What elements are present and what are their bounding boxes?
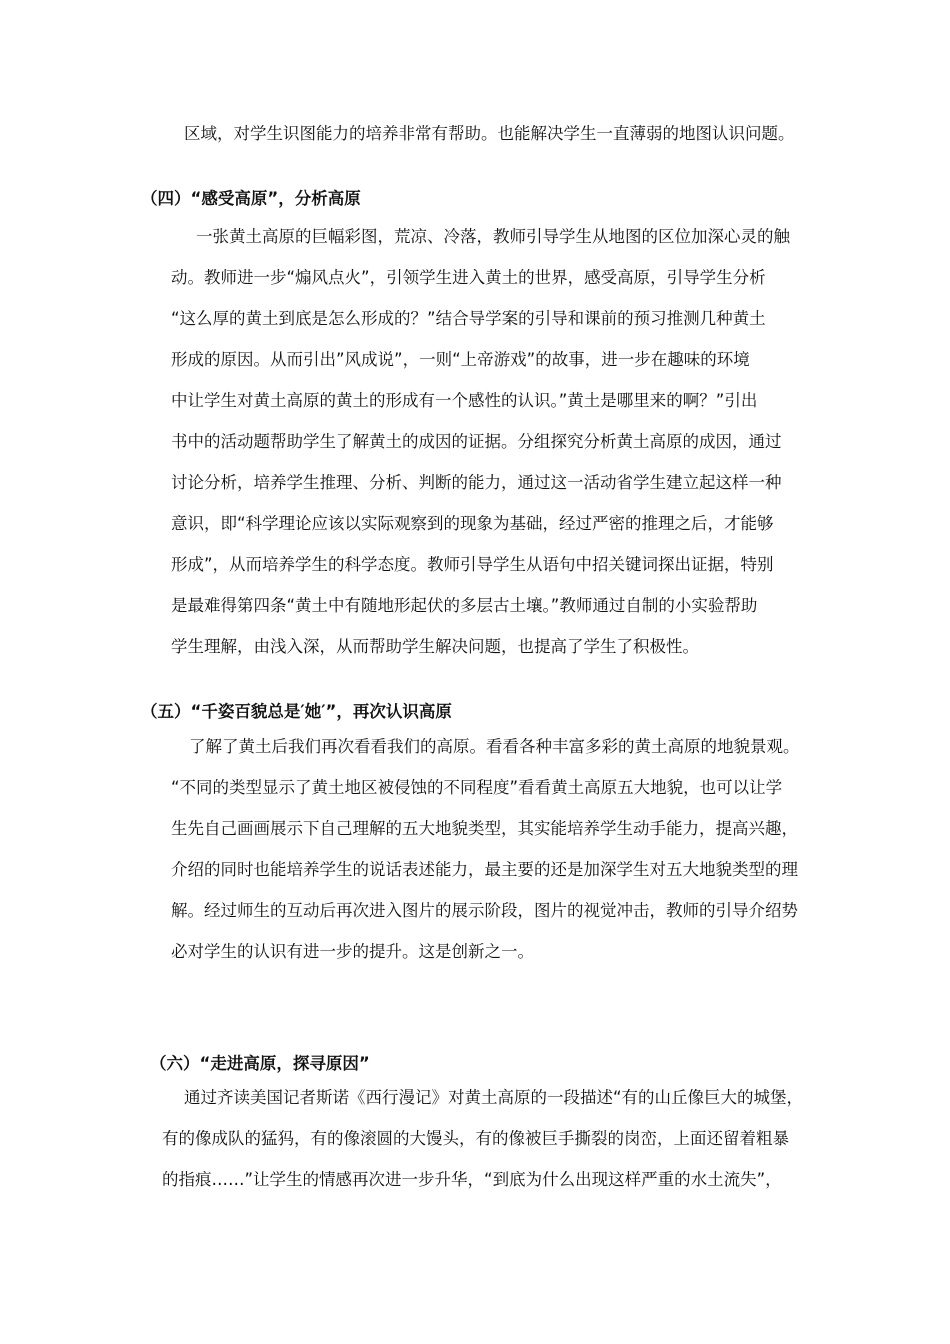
intro-line: 区域，对学生识图能力的培养非常有帮助。也能解决学生一直薄弱的地图认识问题。: [184, 124, 795, 143]
section-6-line: 通过齐读美国记者斯诺《西行漫记》对黄土高原的一段描述“有的山丘像巨大的城堡，: [184, 1088, 804, 1107]
section-5-line: 了解了黄土后我们再次看看我们的高原。看看各种丰富多彩的黄土高原的地貌景观。: [189, 737, 800, 756]
section-5-line: 介绍的同时也能培养学生的说话表述能力，最主要的还是加深学生对五大地貌类型的理: [171, 860, 798, 879]
section-4-line: “这么厚的黄土到底是怎么形成的？”结合导学案的引导和课前的预习推测几种黄土: [171, 309, 766, 328]
section-5-line: 解。经过师生的互动后再次进入图片的展示阶段，图片的视觉冲击，教师的引导介绍势: [171, 901, 798, 920]
section-4-line: 一张黄土高原的巨幅彩图，荒凉、冷落，教师引导学生从地图的区位加深心灵的触: [196, 227, 790, 246]
section-5-heading: （五）“千姿百貌总是′她′”，再次认识高原: [141, 702, 452, 721]
section-6-line: 有的像成队的猛犸，有的像滚圆的大馒头，有的像被巨手撕裂的岗峦，上面还留着粗暴: [162, 1129, 789, 1148]
section-4-line: 中让学生对黄土高原的黄土的形成有一个感性的认识。”黄土是哪里来的啊？”引出: [171, 391, 758, 410]
section-4-line: 形成”，从而培养学生的科学态度。教师引导学生从语句中招关键词探出证据，特别: [171, 555, 774, 574]
section-4-line: 书中的活动题帮助学生了解黄土的成因的证据。分组探究分析黄土高原的成因，通过: [171, 432, 782, 451]
section-4-line: 动。教师进一步“煽风点火”，引领学生进入黄土的世界，感受高原，引导学生分析: [171, 268, 766, 287]
section-4-line: 是最难得第四条“黄土中有随地形起伏的多层古土壤。”教师通过自制的小实验帮助: [171, 596, 758, 615]
section-4-line: 形成的原因。从而引出”风成说”，一则“上帝游戏”的故事，进一步在趣味的环境: [171, 350, 750, 369]
section-5-line: 生先自己画画展示下自己理解的五大地貌类型，其实能培养学生动手能力，提高兴趣，: [171, 819, 798, 838]
section-4-line: 学生理解，由浅入深，从而帮助学生解决问题，也提高了学生了积极性。: [171, 637, 699, 656]
section-4-heading: （四）“感受高原”，分析高原: [141, 189, 361, 208]
section-4-line: 意识，即“科学理论应该以实际观察到的现象为基础，经过严密的推理之后，才能够: [171, 514, 774, 533]
section-5-line: “不同的类型显示了黄土地区被侵蚀的不同程度”看看黄土高原五大地貌，也可以让学: [171, 778, 783, 797]
section-4-line: 讨论分析，培养学生推理、分析、判断的能力，通过这一活动省学生建立起这样一种: [171, 473, 782, 492]
section-6-line: 的指痕……”让学生的情感再次进一步升华，“到底为什么出现这样严重的水土流失”，: [162, 1170, 782, 1189]
section-5-line: 必对学生的认识有进一步的提升。这是创新之一。: [171, 942, 534, 961]
section-6-heading: （六）“走进高原，探寻原因”: [150, 1054, 370, 1073]
